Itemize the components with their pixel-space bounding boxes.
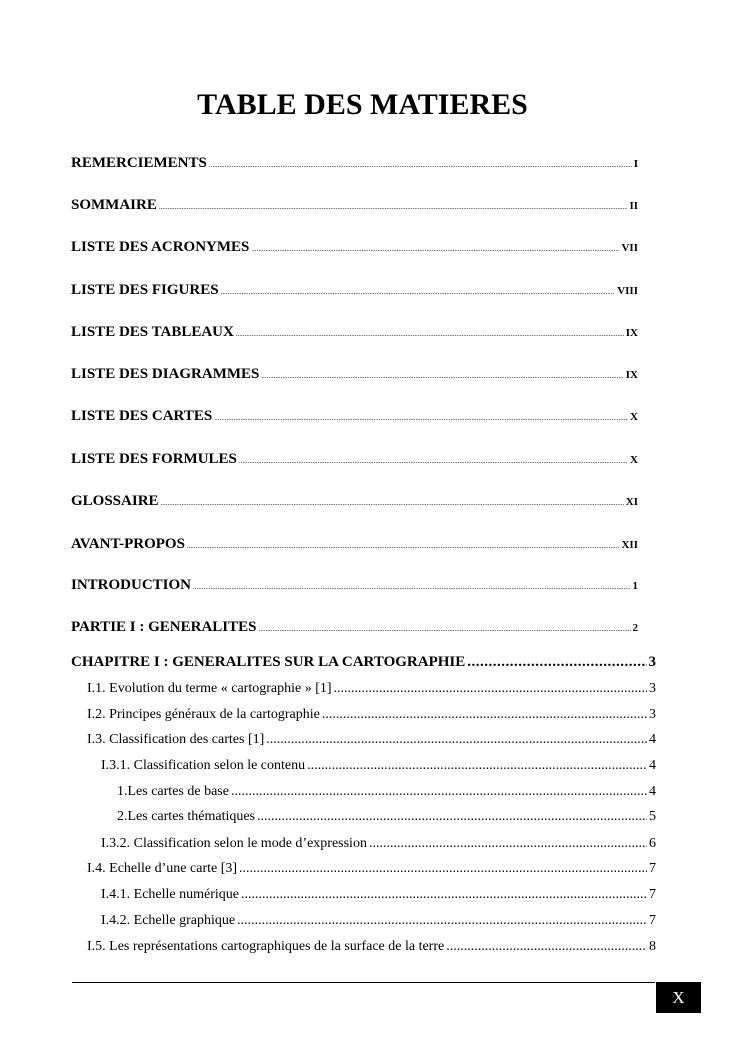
toc-entry bbox=[101, 887, 656, 903]
dot-leader bbox=[261, 372, 623, 380]
toc-entry-label: GLOSSAIRE bbox=[71, 493, 159, 509]
dot-leader bbox=[251, 245, 619, 253]
toc-entry-page: 4 bbox=[649, 732, 656, 747]
toc-entry-label: LISTE DES TABLEAUX bbox=[71, 324, 234, 340]
toc-entry bbox=[71, 536, 638, 553]
toc-entry bbox=[71, 451, 638, 468]
footer-rule bbox=[72, 982, 655, 983]
toc-entry-page: IX bbox=[625, 369, 638, 381]
toc-entry-label: INTRODUCTION bbox=[71, 577, 192, 593]
dot-leader bbox=[259, 625, 631, 633]
dot-leader bbox=[221, 288, 616, 296]
dot-leader bbox=[266, 732, 647, 748]
toc-entry bbox=[71, 408, 638, 425]
toc-entry-label: I.1. Evolution du terme « cartographie » [1] bbox=[87, 681, 332, 696]
toc-entry-page: 4 bbox=[649, 758, 656, 773]
toc-entry-page: X bbox=[630, 411, 638, 423]
toc-entry bbox=[87, 861, 656, 877]
toc-entry bbox=[87, 732, 656, 748]
page-number-badge: X bbox=[656, 982, 701, 1013]
toc-entry-label: I.2. Principes généraux de la cartographie bbox=[87, 707, 320, 722]
toc-entry bbox=[117, 809, 656, 825]
toc-entry-page: 2 bbox=[632, 622, 638, 634]
toc-entry-label: I.4.2. Echelle graphique bbox=[101, 913, 236, 928]
dot-leader bbox=[231, 784, 647, 800]
toc-entry bbox=[71, 366, 638, 383]
dot-leader bbox=[214, 414, 628, 422]
toc-entry-page: X bbox=[630, 454, 638, 466]
dot-leader bbox=[322, 707, 647, 723]
toc-entry-label: I.3.1. Classification selon le contenu bbox=[101, 758, 306, 773]
toc-entry bbox=[87, 707, 656, 723]
toc-entry-page: 3 bbox=[648, 654, 656, 670]
toc-entry-page: 4 bbox=[649, 784, 656, 799]
toc-entry bbox=[71, 324, 638, 341]
toc-entry-page: IX bbox=[625, 327, 638, 339]
toc-entry-page: 7 bbox=[649, 887, 656, 902]
toc-entry-page: 5 bbox=[649, 809, 656, 824]
toc-entry-label: LISTE DES ACRONYMES bbox=[71, 239, 250, 255]
toc-entry-page: 3 bbox=[649, 681, 656, 696]
toc-entry-label: AVANT-PROPOS bbox=[71, 536, 185, 552]
dot-leader bbox=[159, 203, 628, 211]
toc-entry-page: I bbox=[633, 158, 638, 170]
toc-entry-page: 7 bbox=[649, 861, 656, 876]
dot-leader bbox=[467, 654, 646, 671]
toc-entry-page: XI bbox=[625, 496, 638, 508]
dot-leader bbox=[334, 681, 647, 697]
toc-entry-page: 8 bbox=[649, 939, 656, 954]
dot-leader bbox=[209, 161, 632, 169]
toc-entry-label: I.4. Echelle d’une carte [3] bbox=[87, 861, 238, 876]
dot-leader bbox=[257, 809, 647, 825]
toc-entry-label: SOMMAIRE bbox=[71, 197, 157, 213]
page-title: TABLE DES MATIERES bbox=[197, 88, 528, 121]
dot-leader bbox=[369, 836, 647, 852]
dot-leader bbox=[241, 887, 647, 903]
toc-entry bbox=[87, 681, 656, 697]
toc-entry-label: LISTE DES FORMULES bbox=[71, 451, 237, 467]
toc-entry-page: 7 bbox=[649, 913, 656, 928]
toc-entry bbox=[101, 758, 656, 774]
toc-entry-label: Les cartes de base bbox=[127, 784, 229, 799]
toc-entry-label: I.3.2. Classification selon le mode d’expression bbox=[101, 836, 367, 851]
dot-leader bbox=[236, 330, 624, 338]
toc-entry-label: PARTIE I : GENERALITES bbox=[71, 619, 257, 635]
toc-chapter bbox=[71, 654, 656, 671]
dot-leader bbox=[193, 583, 630, 591]
toc-entry-label: LISTE DES CARTES bbox=[71, 408, 213, 424]
toc-entry-page: II bbox=[629, 200, 638, 212]
toc-entry bbox=[87, 939, 656, 955]
toc-entry-page: XII bbox=[621, 539, 638, 551]
toc-entry bbox=[71, 155, 638, 172]
toc-entry-page: VIII bbox=[617, 285, 638, 297]
toc-entry-number: 1. bbox=[117, 784, 128, 799]
dot-leader bbox=[307, 758, 647, 774]
toc-entry-label: I.5. Les représentations cartographiques de la surface de la terre bbox=[87, 939, 445, 954]
toc-entry bbox=[71, 282, 638, 299]
toc-entry bbox=[71, 197, 638, 214]
toc-entry-page: 3 bbox=[649, 707, 656, 722]
toc-entry-number: 2. bbox=[117, 809, 128, 824]
toc-entry bbox=[71, 239, 638, 256]
toc-entry-label: LISTE DES FIGURES bbox=[71, 282, 219, 298]
toc-entry bbox=[71, 577, 638, 594]
toc-entry-page: 1 bbox=[632, 580, 638, 592]
toc-entry-label: CHAPITRE I : GENERALITES SUR LA CARTOGRAPHIE bbox=[71, 654, 466, 670]
dot-leader bbox=[237, 913, 647, 929]
toc-entry-label: Les cartes thématiques bbox=[127, 809, 256, 824]
dot-leader bbox=[239, 457, 628, 465]
toc-entry bbox=[71, 619, 638, 636]
toc-entry-label: I.4.1. Echelle numérique bbox=[101, 887, 240, 902]
toc-entry bbox=[101, 913, 656, 929]
toc-entry bbox=[101, 836, 656, 852]
dot-leader bbox=[187, 542, 620, 550]
toc-entry-label: LISTE DES DIAGRAMMES bbox=[71, 366, 260, 382]
dot-leader bbox=[446, 939, 647, 955]
toc-entry-label: REMERCIEMENTS bbox=[71, 155, 207, 171]
dot-leader bbox=[161, 499, 624, 507]
dot-leader bbox=[239, 861, 647, 877]
toc-entry bbox=[117, 784, 656, 800]
toc-entry-label: I.3. Classification des cartes [1] bbox=[87, 732, 265, 747]
toc-entry-page: VII bbox=[621, 242, 638, 254]
toc-entry bbox=[71, 493, 638, 510]
toc-entry-page: 6 bbox=[649, 836, 656, 851]
